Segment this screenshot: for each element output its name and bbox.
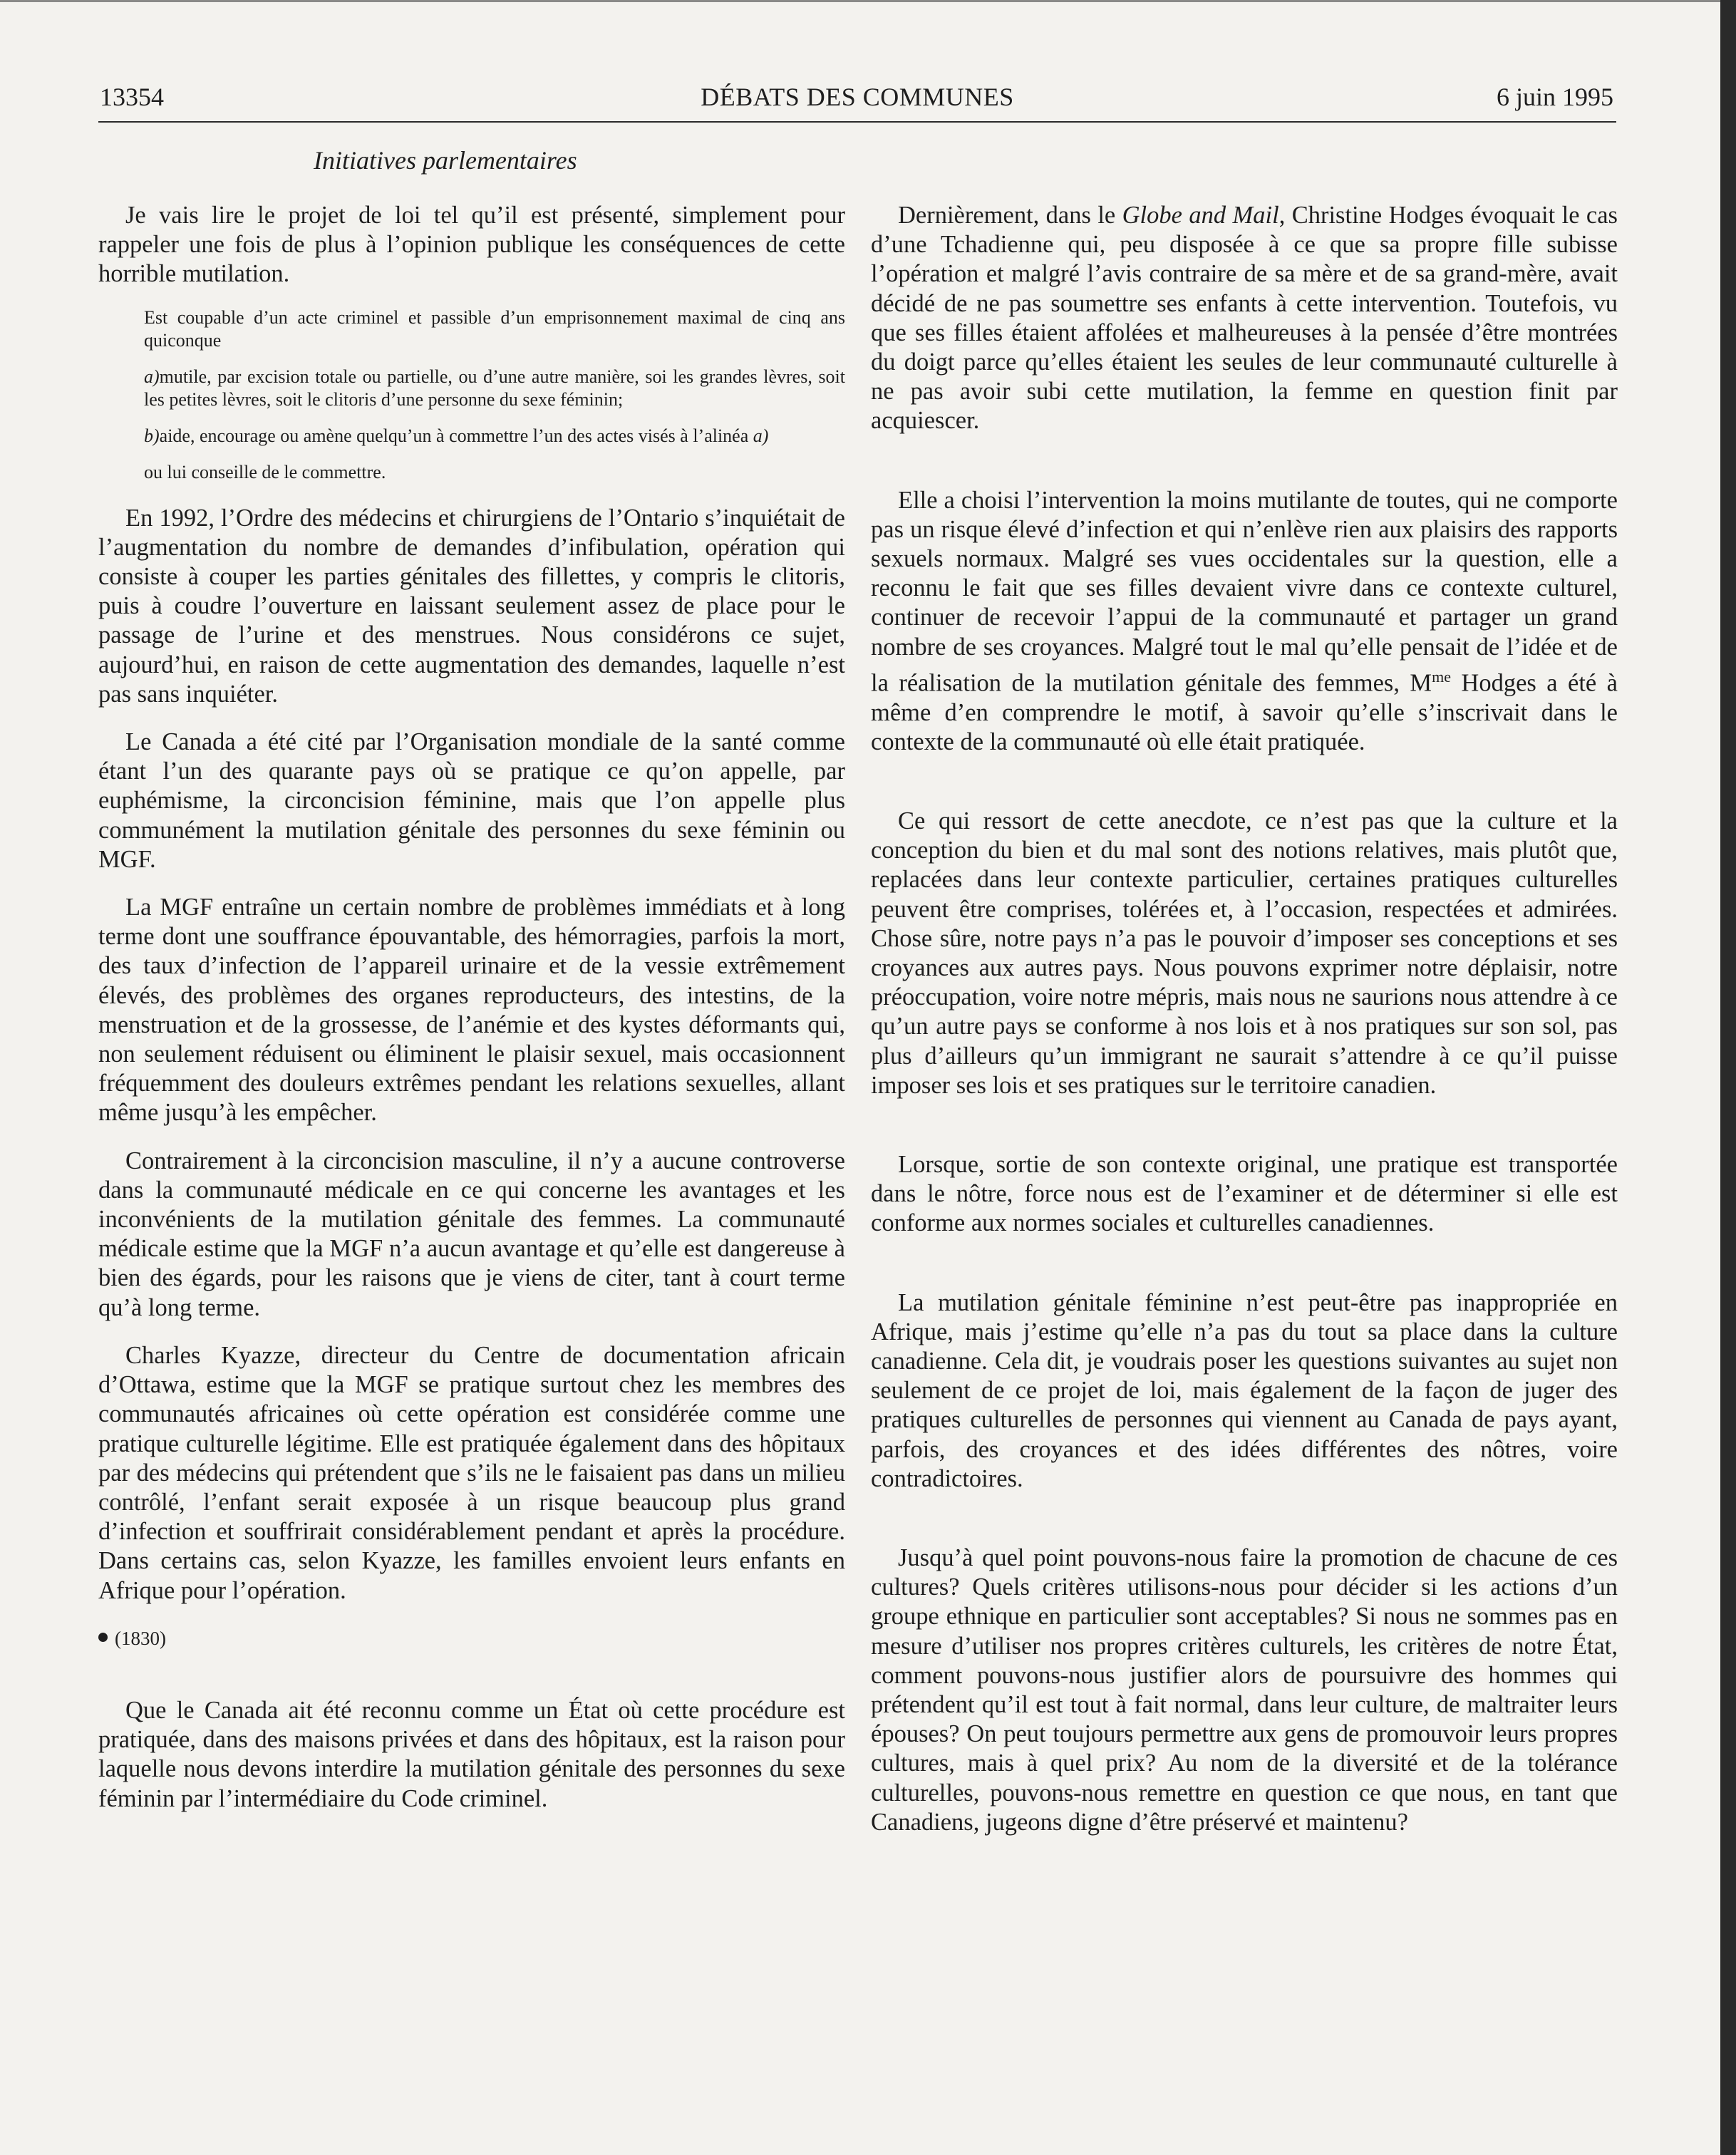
scan-right-edge [1720,0,1736,2155]
text-run: Hodges a été à même d’en comprendre le motif, à savoir qu’elle s’inscrivait dans le contexte de la communauté où elle était pratiquée. [871,669,1618,755]
right-column [871,201,1618,1837]
paragraph: Ce qui ressort de cette anecdote, ce n’est pas que la culture et la conception du bien et du mal sont des notions relatives, mais plutôt que, replacées dans leur contexte particulier, certaines pratiques culturelles peuvent être comprises, tolérées et, à l’occasion, respectées et admirées. Chose sûre, notre pays n’a pas le pouvoir d’imposer ses conceptions et ses croyances aux autres pays. Nous pouvons exprimer notre déplaisir, notre préoccupation, voire notre mépris, mais nous ne saurions nous attendre à ce qu’un autre pays se conforme à nos lois et à nos pratiques sur son sol, pas plus d’ailleurs qu’un immigrant ne saurait s’attendre à ce qu’il puisse imposer ses lois et ses pratiques sur le territoire canadien. [871,807,1618,1099]
paragraph: En 1992, l’Ordre des médecins et chirurgiens de l’Ontario s’inquiétait de l’augmentation du nombre de demandes d’infibulation, opération qui consiste à couper les parties génitales des fillettes, y compris le clitoris, puis à coudre l’ouverture en laissant seulement assez de place pour le passage de l’urine et des menstrues. Nous considérons ce sujet, aujourd’hui, en raison de cette augmentation des demandes, laquelle n’est pas sans inquiéter. [98,504,845,708]
clause-letter: a) [144,366,160,387]
newspaper-title: Globe and Mail [1122,202,1279,229]
paragraph: Lorsque, sortie de son contexte original, une pratique est transportée dans le nôtre, force nous est de l’examiner et de déterminer si elle est conforme aux normes sociales et culturelles canadiennes. [871,1150,1618,1237]
paragraph: Le Canada a été cité par l’Organisation mondiale de la santé comme étant l’un des quarante pays où se pratique ce qu’on appelle, par euphémisme, la circoncision féminine, mais que l’on appelle plus communément la mutilation génitale des personnes du sexe féminin ou MGF. [98,728,845,873]
quote-intro: Est coupable d’un acte criminel et passible d’un emprisonnement maximal de cinq ans quiconque [144,306,845,351]
clause-reference: a) [753,425,769,446]
section-label: Initiatives parlementaires [314,146,577,175]
timestamp-marker [98,1624,845,1653]
paragraph [871,486,1618,757]
paragraph: La MGF entraîne un certain nombre de problèmes immédiats et à long terme dont une souffrance épouvantable, des hémorragies, parfois la mort, des taux d’infection de l’appareil urinaire et de la vessie extrêmement élevés, des problèmes des organes reproducteurs, des intestins, de la menstruation et de la grossesse, de l’anémie et des kystes déformants qui, non seulement réduisent ou éliminent le plaisir sexuel, mais occasionnent fréquemment des douleurs extrêmes pendant les relations sexuelles, allant même jusqu’à les empêcher. [98,894,845,1127]
paragraph: Jusqu’à quel point pouvons-nous faire la promotion de chacune de ces cultures? Quels critères utilisons-nous pour décider si les actions d’un groupe ethnique en particulier sont acceptables? Si nous ne sommes pas en mesure d’utiliser nos propres critères culturels, les critères de notre État, comment pouvons-nous justifier alors de poursuivre des hommes qui prétendent qu’il est tout à fait normal, dans leur culture, de maltraiter leurs épouses? On peut toujours permettre aux gens de promouvoir leurs propres cultures, mais à quel prix? Au nom de la diversité et de la tolérance culturelles, pouvons-nous remettre en question ce que nous, en tant que Canadiens, jugeons digne d’être préservé et maintenu? [871,1544,1618,1836]
left-column [98,201,845,1814]
paragraph: La mutilation génitale féminine n’est peut-être pas inappropriée en Afrique, mais j’estime qu’elle n’a pas du tout sa place dans la culture canadienne. Cela dit, je voudrais poser les questions suivantes au sujet non seulement de ce projet de loi, mais également de la façon de juger des pratiques culturelles de personnes qui viennent au Canada de pays ayant, parfois, des croyances et des idées différentes des nôtres, voire contradictoires. [871,1288,1618,1492]
quote-clause-a [144,366,845,411]
quote-closing: ou lui conseille de le commettre. [144,461,386,482]
superscript: me [1432,667,1451,686]
bullet-icon [98,1633,108,1642]
clause-text: aide, encourage ou amène quelqu’un à commettre l’un des actes visés à l’alinéa [159,425,749,446]
clause-letter: b) [144,425,160,446]
bill-quotation [144,306,845,484]
sitting-date: 6 juin 1995 [1496,83,1613,111]
paragraph: Que le Canada ait été reconnu comme un État où cette procédure est pratiquée, dans des maisons privées et dans des hôpitaux, est la raison pour laquelle nous devons interdire la mutilation génitale des personnes du sexe féminin par l’intermédiaire du Code criminel. [98,1696,845,1812]
text-run: , Christine Hodges évoquait le cas d’une Tchadienne qui, peu disposée à ce que sa propre fille subisse l’opération et malgré l’avis contraire de sa mère et de sa grand-mère, avait décidé de ne pas soumettre ses enfants à cette intervention. Toutefois, vu que ses filles étaient affolées et malheureuses à la pensée d’être montrées du doigt parce qu’elles étaient les seules de leur communauté culturelle à ne pas avoir subi cette mutilation, la femme en question finit par acquiescer. [871,202,1618,435]
text-run: Elle a choisi l’intervention la moins mutilante de toutes, qui ne comporte pas un risque élevé d’infection et qui n’enlève rien aux plaisirs des rapports sexuels normaux. Malgré ses vues occidentales sur la question, elle a reconnu le fait que ses filles devaient vivre dans ce contexte culturel, continuer de recevoir l’appui de la communauté et partager un grand nombre de ses croyances. Malgré tout le mal qu’elle pensait de l’idée et de la réalisation de la mutilation génitale des femmes, M [871,486,1618,697]
scan-top-edge [0,0,1736,2]
paragraph: Je vais lire le projet de loi tel qu’il est présenté, simplement pour rappeler une fois de plus à l’opinion publique les conséquences de cette horrible mutilation. [98,202,845,288]
timestamp: (1830) [115,1627,166,1649]
paragraph: Charles Kyazze, directeur du Centre de documentation africain d’Ottawa, estime que la MGF se pratique surtout chez les membres des communautés africaines où cette opération est considérée comme une pratique culturelle légitime. Elle est pratiquée également dans des hôpitaux par des médecins qui prétendent que s’ils ne le faisaient pas dans un milieu contrôlé, l’enfant serait exposée à un risque beaucoup plus grand d’infection et souffrirait considérablement pendant et après la procédure. Dans certains cas, selon Kyazze, les familles envoient leurs enfants en Afrique pour l’opération. [98,1341,845,1604]
quote-clause-b [144,425,845,448]
paragraph: Contrairement à la circoncision masculine, il n’y a aucune controverse dans la communauté médicale en ce qui concerne les avantages et les inconvénients de la mutilation génitale des femmes. La communauté médicale estime que la MGF n’a aucun avantage et qu’elle est dangereuse à bien des égards, pour les raisons que je viens de citer, tant à court terme qu’à long terme. [98,1147,845,1321]
text-run: Dernièrement, dans le [898,202,1116,229]
journal-title: DÉBATS DES COMMUNES [701,83,1014,111]
page-header [98,77,1616,123]
page-number: 13354 [100,83,164,111]
paragraph [871,201,1618,436]
clause-text: mutile, par excision totale ou partielle, ou d’une autre manière, soi les grandes lèvres, soit les petites lèvres, soit le clitoris d’une personne du sexe féminin; [144,366,845,410]
